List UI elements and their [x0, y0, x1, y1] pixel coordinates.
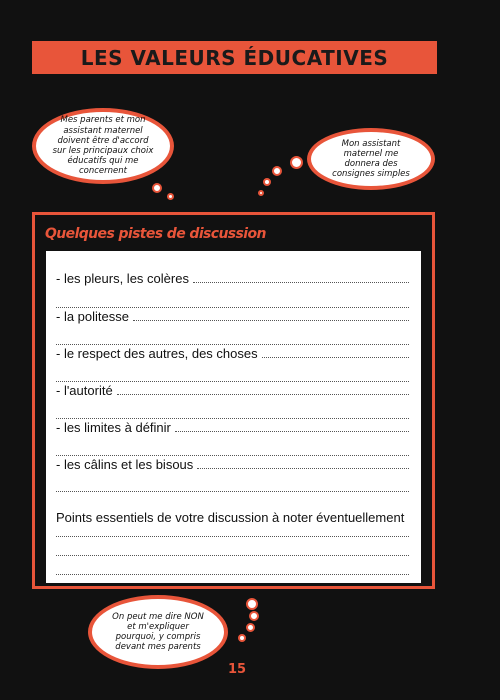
answer-line[interactable] — [56, 344, 409, 345]
bubble-dot — [246, 623, 255, 632]
topic-label: - la politesse — [56, 309, 129, 324]
bubble-text: Mon assistant maternel me donnera des consignes simples — [332, 138, 410, 180]
bubble-dot — [258, 190, 264, 196]
bubble-dot — [249, 611, 259, 621]
topic-label: - les câlins et les bisous — [56, 457, 194, 472]
notes-row — [56, 510, 409, 525]
discussion-panel — [32, 212, 435, 589]
topic-label: - les limites à définir — [56, 420, 171, 435]
bubble-dot — [272, 166, 282, 176]
answer-line[interactable] — [262, 356, 409, 358]
topic-row — [56, 271, 409, 286]
notes-line[interactable] — [56, 536, 409, 537]
answer-line[interactable] — [56, 307, 409, 308]
topic-label: - le respect des autres, des choses — [56, 346, 258, 361]
thought-bubble-parents-agreement — [32, 108, 174, 184]
answer-line[interactable] — [193, 281, 409, 283]
answer-line[interactable] — [56, 381, 409, 382]
answer-line[interactable] — [133, 319, 409, 321]
bubble-dot — [290, 156, 303, 169]
thought-bubble-saying-no — [88, 595, 228, 669]
answer-line[interactable] — [175, 430, 409, 432]
answer-line[interactable] — [117, 393, 409, 395]
notes-line[interactable] — [56, 555, 409, 556]
panel-heading: Quelques pistes de discussion — [45, 226, 266, 242]
topic-row — [56, 457, 409, 472]
answer-line[interactable] — [56, 455, 409, 456]
bubble-dot — [152, 183, 162, 193]
notes-label: Points essentiels de votre discussion à noter éventuellement — [56, 510, 405, 525]
bubble-text: On peut me dire NON et m'expliquer pourquoi, y compris devant mes parents — [112, 611, 204, 653]
bubble-dot — [238, 634, 246, 642]
topic-row — [56, 346, 409, 361]
topic-row — [56, 309, 409, 324]
bubble-dot — [167, 193, 174, 200]
page-title: LES VALEURS ÉDUCATIVES — [80, 45, 389, 70]
thought-bubble-simple-instructions — [307, 128, 435, 190]
page-title-banner — [32, 41, 437, 74]
topic-label: - les pleurs, les colères — [56, 271, 189, 286]
bubble-text: Mes parents et mon assistant maternel doivent être d'accord sur les principaux choix éducatifs qui me concernent — [52, 115, 154, 177]
answer-line[interactable] — [56, 418, 409, 419]
answer-line[interactable] — [197, 467, 409, 469]
topic-row — [56, 383, 409, 398]
answer-line[interactable] — [56, 491, 409, 492]
panel-heading-box — [45, 223, 295, 245]
topic-row — [56, 420, 409, 435]
notes-line[interactable] — [56, 574, 409, 575]
bubble-dot — [263, 178, 271, 186]
bubble-dot — [246, 598, 258, 610]
notes-sheet — [46, 251, 421, 583]
page-number: 15 — [227, 662, 247, 677]
topic-label: - l'autorité — [56, 383, 113, 398]
